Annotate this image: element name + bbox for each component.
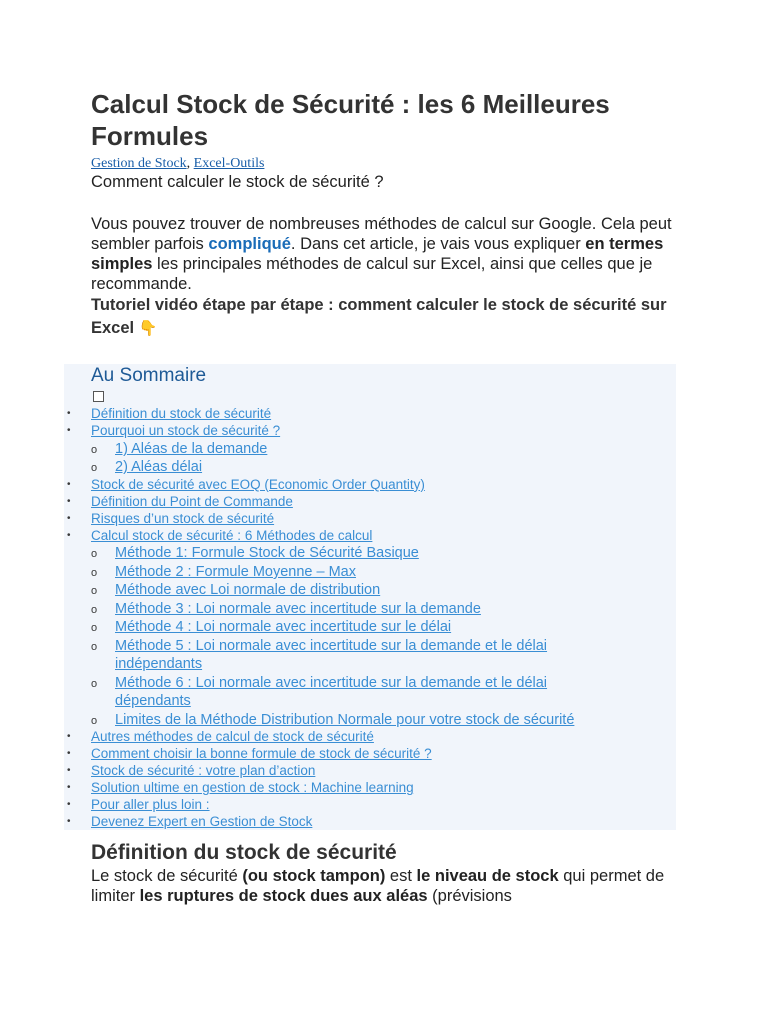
toc-item [64,477,676,494]
toc-subitem [64,440,676,459]
section-body [91,866,681,906]
toc-subitem [64,618,676,637]
intro-paragraph [91,214,681,294]
table-of-contents [64,364,676,830]
toc-link[interactable]: Méthode avec Loi normale de distribution [115,582,381,599]
toc-link[interactable]: Stock de sécurité avec EOQ (Economic Order Quantity) [91,476,425,492]
toc-subitem [64,600,676,619]
toc-item [64,763,676,780]
category-link-gestion-de-stock[interactable]: Gestion de Stock [91,156,187,171]
section-body-run: (prévisions [427,887,512,905]
toc-item [64,511,676,528]
toc-title: Au Sommaire [91,365,207,386]
toc-link[interactable]: Comment choisir la bonne formule de stock de sécurité ? [91,746,432,762]
toc-item [64,780,676,797]
toc-link[interactable]: Devenez Expert en Gestion de Stock [91,813,313,829]
toc-link[interactable]: 1) Aléas de la demande [115,440,268,457]
category-link-excel-outils[interactable]: Excel-Outils [193,156,265,171]
toc-item [64,746,676,763]
toc-link[interactable]: Méthode 6 : Loi normale avec incertitude sur la demande et le délai dépendants [115,674,548,710]
section-body-run: (ou stock tampon) [242,867,386,885]
toc-item [64,423,676,440]
section-body-run: le niveau de stock [416,867,559,885]
toc-link[interactable]: Risques d’un stock de sécurité [91,510,275,526]
toc-subitem [64,563,676,582]
toc-item [64,814,676,831]
toc-link[interactable]: Définition du stock de sécurité [91,406,272,421]
category-links [91,156,681,172]
toc-subitem [64,674,676,711]
intro-run: Vous pouvez trouver de nombreuses méthodes de calcul sur Google. Cela peut sembler parfois [91,215,672,253]
section-body-run: Le stock de sécurité [91,867,243,885]
toc-toggle-checkbox[interactable] [93,391,104,402]
toc-list [64,406,676,831]
intro-run: en termes simples [91,235,664,273]
toc-item [64,528,676,545]
toc-subitem [64,711,676,730]
intro-run[interactable]: compliqué [208,235,291,253]
toc-link[interactable]: Calcul stock de sécurité : 6 Méthodes de calcul [91,527,373,543]
section-heading: Définition du stock de sécurité [91,841,397,864]
section-body-run: les ruptures de stock dues aux aléas [139,887,428,905]
toc-subitem [64,581,676,600]
section-body-run: qui permet de limiter [91,867,665,905]
article-title: Calcul Stock de Sécurité : les 6 Meilleures Formules [91,89,610,151]
toc-link[interactable]: Méthode 5 : Loi normale avec incertitude sur la demande et le délai indépendants [115,637,548,673]
toc-link[interactable]: Méthode 2 : Formule Moyenne – Max [115,563,356,580]
toc-link[interactable]: Pour aller plus loin : [91,797,210,813]
toc-item [64,494,676,511]
article [91,88,681,340]
tutorial-heading [91,294,681,340]
toc-link[interactable]: Pourquoi un stock de sécurité ? [91,422,281,438]
toc-link[interactable]: Autres méthodes de calcul de stock de sécurité [91,729,374,745]
toc-link[interactable]: Stock de sécurité : votre plan d’action [91,763,316,779]
toc-item [64,729,676,746]
toc-link[interactable]: Méthode 1: Formule Stock de Sécurité Basique [115,545,419,562]
toc-subitem [64,637,676,674]
category-separator: , [186,156,191,171]
section-body-run: est [385,867,417,885]
tutorial-text: Tutoriel vidéo étape par étape : comment calculer le stock de sécurité sur Excel [91,296,667,337]
toc-item [64,406,676,423]
toc-link[interactable]: Méthode 3 : Loi normale avec incertitude sur la demande [115,600,481,617]
toc-link[interactable]: Limites de la Méthode Distribution Normale pour votre stock de sécurité [115,711,575,728]
question-text: Comment calculer le stock de sécurité ? [91,173,384,191]
intro-run: . Dans cet article, je vais vous expliquer [290,235,586,253]
toc-link[interactable]: Définition du Point de Commande [91,493,293,509]
intro-run: les principales méthodes de calcul sur Excel, ainsi que celles que je recommande. [91,255,653,293]
toc-subitem [64,458,676,477]
toc-link[interactable]: Solution ultime en gestion de stock : Machine learning [91,780,414,796]
toc-item [64,797,676,814]
toc-link[interactable]: 2) Aléas délai [115,459,203,476]
toc-subitem [64,544,676,563]
hand-pointing-down-icon: 👇 [138,320,158,337]
toc-link[interactable]: Méthode 4 : Loi normale avec incertitude sur le délai [115,619,452,636]
